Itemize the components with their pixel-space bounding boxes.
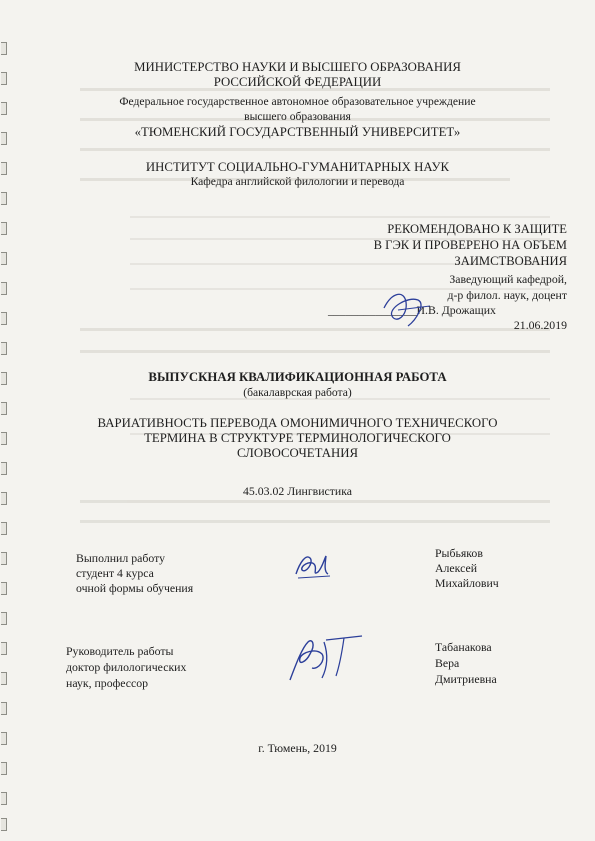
- specialty-code: 45.03.02 Лингвистика: [242, 484, 353, 498]
- student-first-name: Алексей: [435, 561, 478, 575]
- student-signature: [292, 548, 334, 582]
- supervisor-rank: наук, профессор: [66, 676, 149, 690]
- student-patronymic: Михайлович: [435, 576, 499, 590]
- university-name: «ТЮМЕНСКИЙ ГОСУДАРСТВЕННЫЙ УНИВЕРСИТЕТ»: [134, 125, 461, 139]
- approval-checked: В ГЭК И ПРОВЕРЕНО НА ОБЪЕМ: [373, 238, 567, 252]
- supervisor-degree: доктор филологических: [66, 660, 187, 674]
- work-degree: (бакалаврская работа): [243, 386, 352, 399]
- country-line: РОССИЙСКОЙ ФЕДЕРАЦИИ: [213, 75, 382, 89]
- ministry-line: МИНИСТЕРСТВО НАУКИ И ВЫСШЕГО ОБРАЗОВАНИЯ: [134, 60, 461, 74]
- thesis-title-line-2: ТЕРМИНА В СТРУКТУРЕ ТЕРМИНОЛОГИЧЕСКОГО: [144, 431, 451, 445]
- supervisor-surname: Табанакова: [435, 640, 492, 654]
- supervisor-patronymic: Дмитриевна: [435, 672, 497, 686]
- work-type: ВЫПУСКНАЯ КВАЛИФИКАЦИОННАЯ РАБОТА: [148, 370, 447, 384]
- supervisor-first-name: Вера: [435, 656, 460, 670]
- institution-type-line: Федеральное государственное автономное образовательное учреждение: [119, 95, 476, 108]
- student-surname: Рыбьяков: [435, 546, 483, 560]
- institute-name: ИНСТИТУТ СОЦИАЛЬНО-ГУМАНИТАРНЫХ НАУК: [145, 160, 450, 174]
- institution-level-line: высшего образования: [244, 110, 351, 123]
- supervisor-role: Руководитель работы: [66, 644, 174, 658]
- approval-borrowing: ЗАИМСТВОВАНИЯ: [454, 254, 567, 268]
- student-form: очной формы обучения: [76, 581, 194, 595]
- approval-head-name: И.В. Дрожащих: [416, 303, 496, 317]
- head-signature: [378, 286, 436, 330]
- approval-date: 21.06.2019: [513, 318, 567, 332]
- supervisor-signature: [282, 630, 368, 688]
- thesis-title-line-1: ВАРИАТИВНОСТЬ ПЕРЕВОДА ОМОНИМИЧНОГО ТЕХНИЧЕСКОГО: [97, 416, 498, 430]
- approval-signature-blank: _______________: [328, 303, 417, 317]
- student-course: студент 4 курса: [76, 566, 154, 580]
- approval-head-title: Заведующий кафедрой,: [449, 272, 567, 286]
- department-name: Кафедра английской филологии и перевода: [190, 175, 405, 188]
- city-year: г. Тюмень, 2019: [258, 741, 337, 755]
- approval-head-degree: д-р филол. наук, доцент: [447, 288, 567, 302]
- thesis-title-line-3: СЛОВОСОЧЕТАНИЯ: [236, 446, 359, 460]
- approval-recommended: РЕКОМЕНДОВАНО К ЗАЩИТЕ: [387, 222, 567, 236]
- student-role: Выполнил работу: [76, 551, 165, 565]
